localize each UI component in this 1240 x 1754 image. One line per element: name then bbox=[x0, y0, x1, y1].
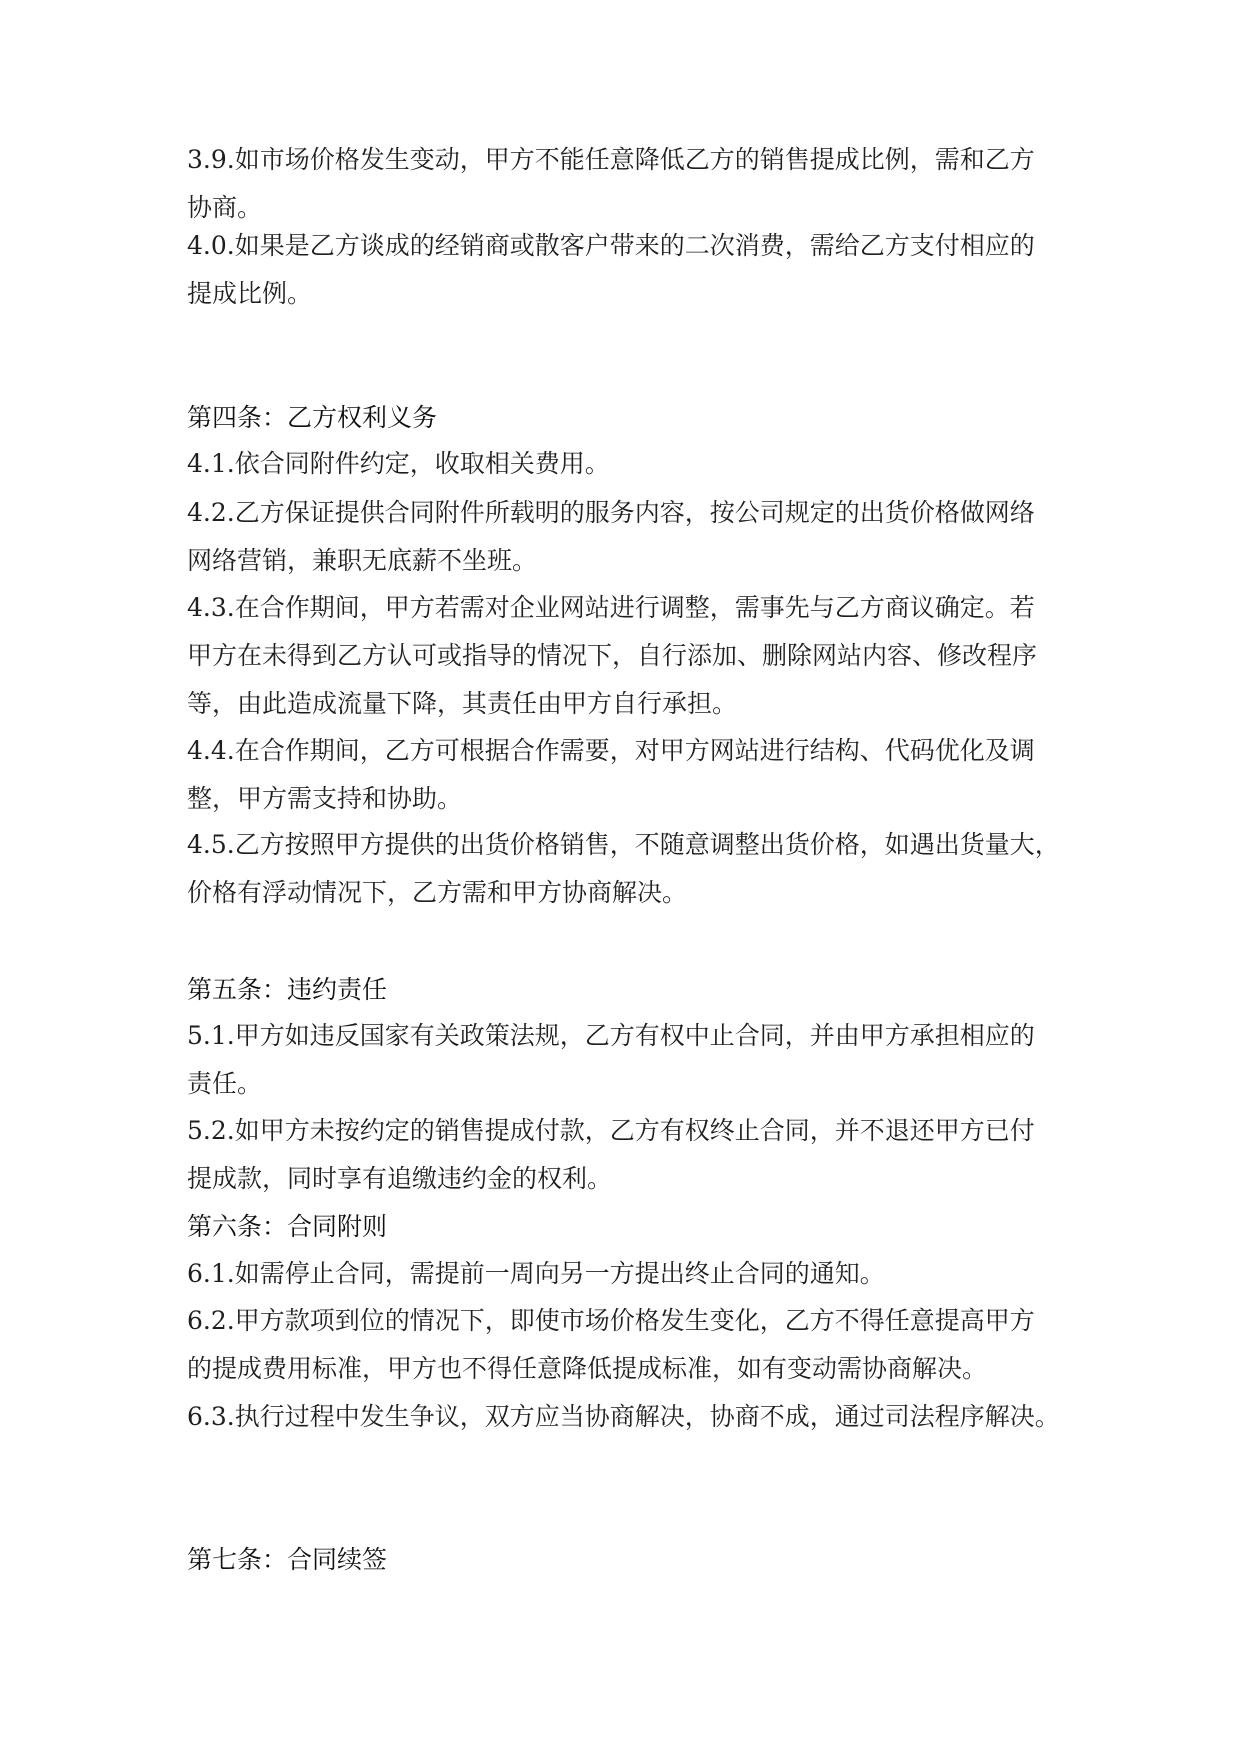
clause-6-3 bbox=[187, 1393, 1067, 1441]
clause-5-1 bbox=[187, 1012, 1067, 1108]
article-7-heading: 第七条：合同续签 bbox=[187, 1545, 388, 1574]
clause-4-0 bbox=[187, 222, 1067, 318]
clause-line: 6.1.如需停止合同，需提前一周向另一方提出终止合同的通知。 bbox=[187, 1259, 885, 1288]
clause-line: 整，甲方需支持和协助。 bbox=[187, 784, 463, 813]
clause-line: 4.0.如果是乙方谈成的经销商或散客户带来的二次消费，需给乙方支付相应的 bbox=[187, 231, 1035, 260]
clause-line: 的提成费用标准，甲方也不得任意降低提成标准，如有变动需协商解决。 bbox=[187, 1354, 988, 1383]
clause-line: 5.2.如甲方未按约定的销售提成付款，乙方有权终止合同，并不退还甲方已付 bbox=[187, 1116, 1035, 1145]
clause-line: 等，由此造成流量下降，其责任由甲方自行承担。 bbox=[187, 689, 738, 718]
clause-line: 协商。 bbox=[187, 193, 263, 222]
clause-line: 4.4.在合作期间，乙方可根据合作需要，对甲方网站进行结构、代码优化及调 bbox=[187, 736, 1035, 765]
clause-6-1 bbox=[187, 1250, 1067, 1298]
article-6-heading: 第六条：合同附则 bbox=[187, 1212, 388, 1241]
clause-4-5 bbox=[187, 821, 1067, 917]
clause-line: 甲方在未得到乙方认可或指导的情况下，自行添加、删除网站内容、修改程序 bbox=[187, 641, 1038, 670]
clause-line: 提成比例。 bbox=[187, 279, 313, 308]
clause-4-2 bbox=[187, 489, 1067, 585]
article-4-heading: 第四条：乙方权利义务 bbox=[187, 403, 438, 432]
clause-line: 6.3.执行过程中发生争议，双方应当协商解决，协商不成，通过司法程序解决。 bbox=[187, 1402, 1060, 1431]
clause-6-2 bbox=[187, 1297, 1067, 1393]
clause-5-2 bbox=[187, 1107, 1067, 1203]
clause-line: 4.2.乙方保证提供合同附件所载明的服务内容，按公司规定的出货价格做网络 bbox=[187, 498, 1035, 527]
clause-line: 4.5.乙方按照甲方提供的出货价格销售，不随意调整出货价格，如遇出货量大， bbox=[187, 830, 1060, 859]
clause-line: 3.9.如市场价格发生变动，甲方不能任意降低乙方的销售提成比例，需和乙方 bbox=[187, 145, 1035, 174]
clause-line: 6.2.甲方款项到位的情况下，即使市场价格发生变化，乙方不得任意提高甲方 bbox=[187, 1306, 1035, 1335]
clause-line: 提成款，同时享有追缴违约金的权利。 bbox=[187, 1164, 613, 1193]
article-5-heading: 第五条：违约责任 bbox=[187, 975, 388, 1004]
clause-line: 网络营销，兼职无底薪不坐班。 bbox=[187, 546, 538, 575]
clause-line: 责任。 bbox=[187, 1069, 263, 1098]
clause-line: 价格有浮动情况下，乙方需和甲方协商解决。 bbox=[187, 878, 688, 907]
clause-3-9 bbox=[187, 136, 1067, 232]
clause-4-3 bbox=[187, 584, 1067, 728]
clause-4-4 bbox=[187, 727, 1067, 823]
clause-line: 5.1.甲方如违反国家有关政策法规，乙方有权中止合同，并由甲方承担相应的 bbox=[187, 1021, 1035, 1050]
clause-line: 4.3.在合作期间，甲方若需对企业网站进行调整，需事先与乙方商议确定。若 bbox=[187, 593, 1035, 622]
clause-line: 4.1.依合同附件约定，收取相关费用。 bbox=[187, 449, 610, 478]
clause-4-1 bbox=[187, 440, 1067, 488]
